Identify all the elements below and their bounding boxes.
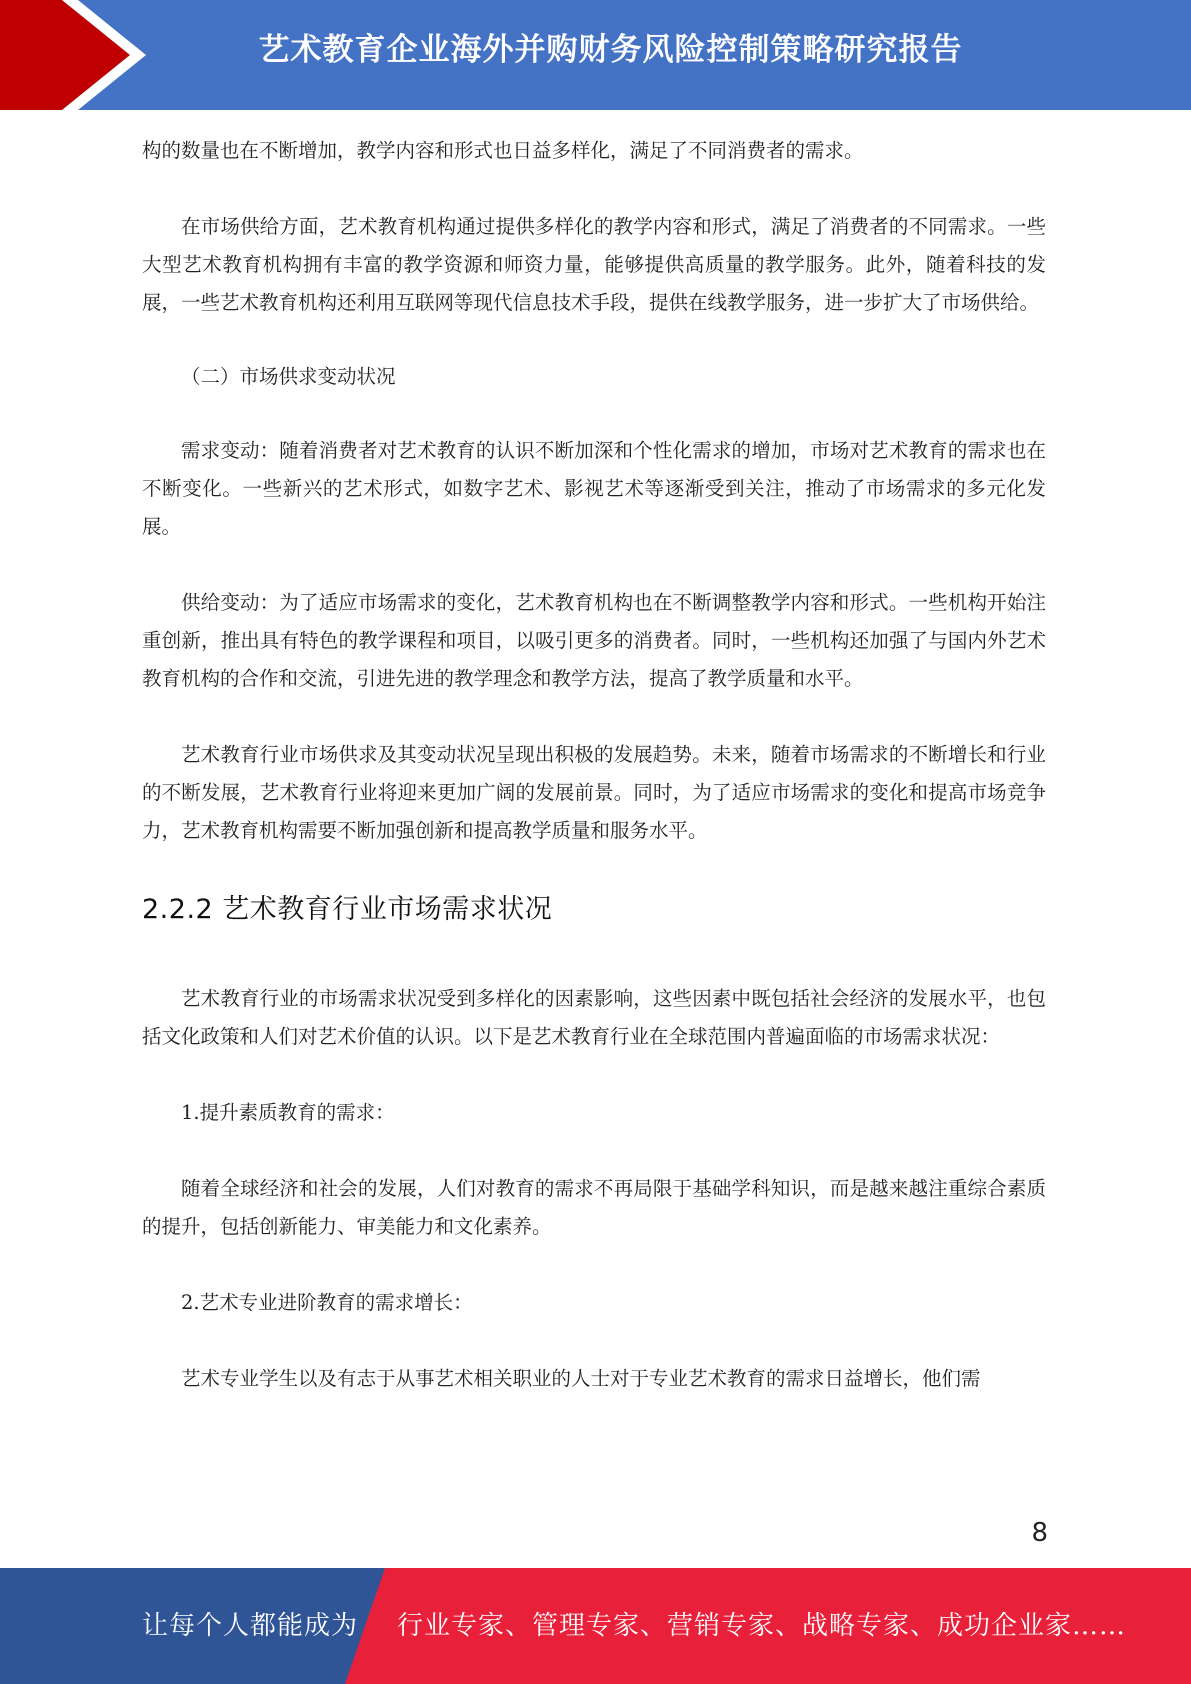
page-content (142, 132, 1046, 1398)
section-heading: 2.2.2 艺术教育行业市场需求状况 (142, 894, 553, 925)
list-item-title-1: 1.提升素质教育的需求： (181, 1101, 395, 1124)
page-header (0, 0, 1191, 110)
paragraph-demand-overview: 艺术教育行业的市场需求状况受到多样化的因素影响，这些因素中既包括社会经济的发展水平，也包括文化政策和人们对艺术价值的认识。以下是艺术教育行业在全球范围内普遍面临的市场需求状况： (142, 987, 1046, 1048)
list-item-text-1: 随着全球经济和社会的发展，人们对教育的需求不再局限于基础学科知识，而是越来越注重综合素质的提升，包括创新能力、审美能力和文化素养。 (142, 1177, 1046, 1238)
page-number: 8 (1031, 1518, 1048, 1548)
paragraph-supply-change: 供给变动：为了适应市场需求的变化，艺术教育机构也在不断调整教学内容和形式。一些机构开始注重创新，推出具有特色的教学课程和项目，以吸引更多的消费者。同时，一些机构还加强了与国内外艺术教育机构的合作和交流，引进先进的教学理念和教学方法，提高了教学质量和水平。 (142, 591, 1046, 690)
page-footer (0, 1568, 1191, 1684)
paragraph-continued: 构的数量也在不断增加，教学内容和形式也日益多样化，满足了不同消费者的需求。 (142, 139, 864, 162)
footer-slogan-left: 让每个人都能成为 (142, 1611, 359, 1641)
report-title: 艺术教育企业海外并购财务风险控制策略研究报告 (258, 32, 963, 68)
paragraph-demand-change: 需求变动：随着消费者对艺术教育的认识不断加深和个性化需求的增加，市场对艺术教育的需求也在不断变化。一些新兴的艺术形式，如数字艺术、影视艺术等逐渐受到关注，推动了市场需求的多元化发展。 (142, 439, 1046, 538)
footer-slogan-right: 行业专家、管理专家、营销专家、战略专家、成功企业家…… (397, 1611, 1127, 1641)
list-item-title-2: 2.艺术专业进阶教育的需求增长： (181, 1291, 473, 1314)
list-item-text-2: 艺术专业学生以及有志于从事艺术相关职业的人士对于专业艺术教育的需求日益增长，他们需 (181, 1367, 981, 1390)
subheading-supply-demand-change: （二）市场供求变动状况 (181, 365, 396, 388)
paragraph-trend-summary: 艺术教育行业市场供求及其变动状况呈现出积极的发展趋势。未来，随着市场需求的不断增长和行业的不断发展，艺术教育行业将迎来更加广阔的发展前景。同时，为了适应市场需求的变化和提高市场竞争力，艺术教育机构需要不断加强创新和提高教学质量和服务水平。 (142, 743, 1046, 842)
paragraph-market-supply: 在市场供给方面，艺术教育机构通过提供多样化的教学内容和形式，满足了消费者的不同需求。一些大型艺术教育机构拥有丰富的教学资源和师资力量，能够提供高质量的教学服务。此外，随着科技的发展，一些艺术教育机构还利用互联网等现代信息技术手段，提供在线教学服务，进一步扩大了市场供给。 (142, 215, 1046, 314)
header-chevron-decoration (0, 0, 150, 110)
